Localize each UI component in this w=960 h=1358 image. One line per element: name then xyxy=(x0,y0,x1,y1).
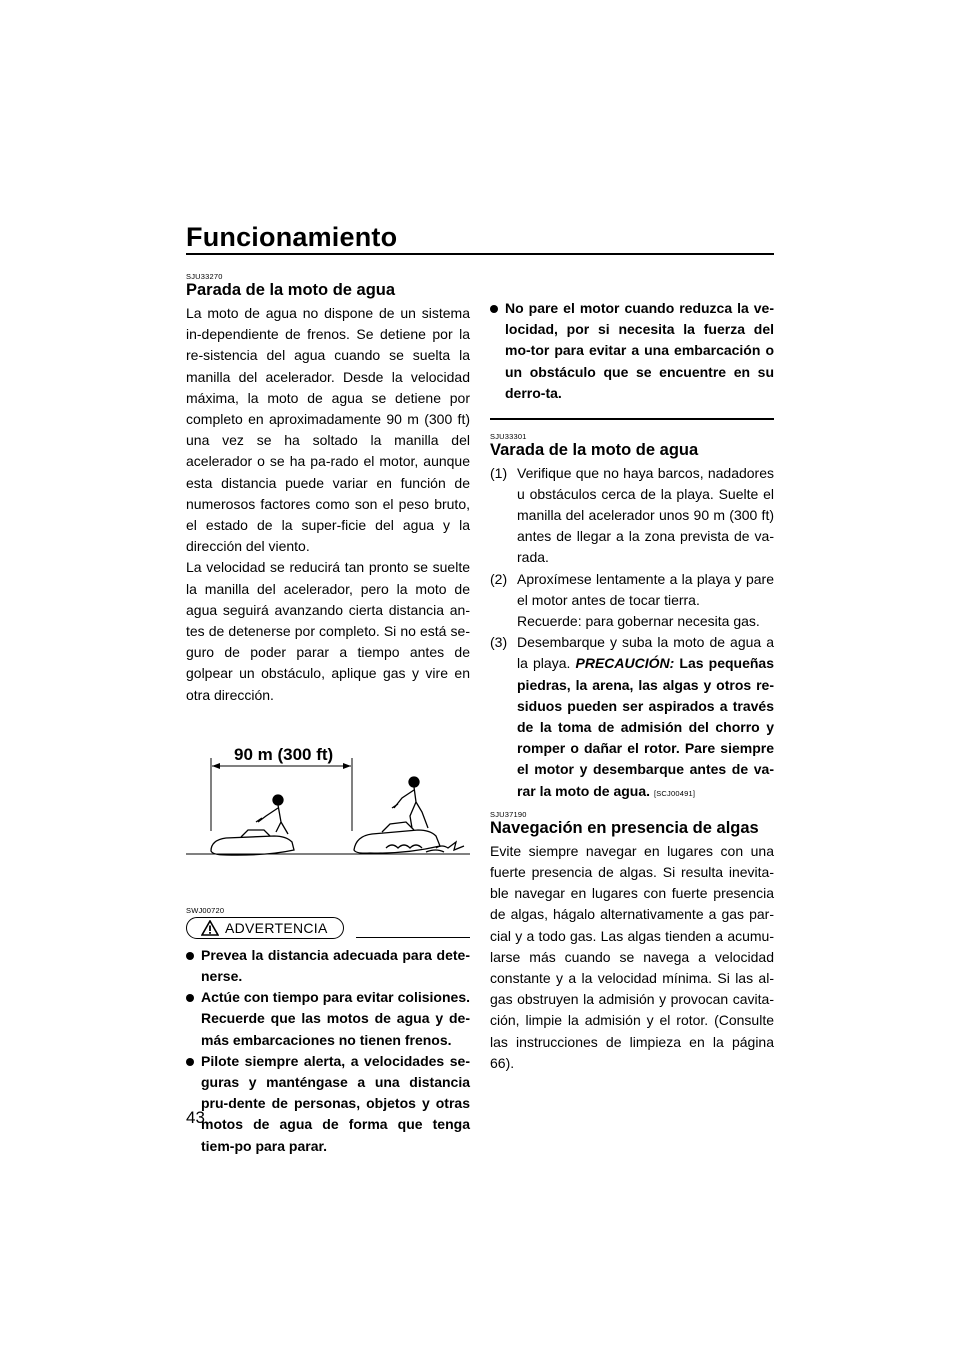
warning-bullet: Prevea la distancia adecuada para dete-nerse. xyxy=(186,945,470,987)
bullet-dot-icon xyxy=(490,305,498,313)
jet-ski-stopped-icon xyxy=(211,795,294,855)
section-code: SJU33301 xyxy=(490,431,527,441)
section-code: SJU33270 xyxy=(186,272,223,281)
warning-code: SWJ00720 xyxy=(186,905,225,915)
warning-badge-label: ADVERTENCIA xyxy=(225,919,328,936)
left-column xyxy=(186,272,470,1157)
stopping-distance-figure xyxy=(186,736,470,886)
step-1: (1) Verifique que no haya barcos, nadadores u obstáculos cerca de la playa. Suelte el manilla del acelerador unos 90 m (300 ft) antes de llegar a la zona prevista de va-rada. xyxy=(490,464,774,566)
title-rule xyxy=(186,253,774,255)
step-2: (2) Aproxímese lentamente a la playa y pare el motor antes de tocar tierra. Recuerde: para gobernar necesita gas. xyxy=(490,570,774,629)
paragraph: La moto de agua no dispone de un sistema in-dependiente de frenos. Se detiene por la re-sistencia del agua cuando se suelta la manilla del acelerador. Desde la velocidad máxima, la moto de agua se detiene por completo en aproximadamente 90 m (300 ft) una vez se ha soltado la manilla del acelerador o se ha pa-rado el motor, aunque esta distancia puede variar en función de numerosos factores como son el peso bruto, el estado de la super-ficie del agua y la dirección del viento. xyxy=(186,305,470,555)
caution-text: Las pequeñas piedras, la arena, las algas y otros re-siduos pueden ser aspirados a través de la toma de admisión del chorro y romper o dañar el rotor. Pare siempre el motor y desembarque antes de va-rar la moto de agua. xyxy=(517,655,774,799)
section-heading-varada: Varada de la moto de agua xyxy=(490,440,699,459)
caution-label: PRECAUCIÓN: xyxy=(575,655,675,672)
warning-bullet: No pare el motor cuando reduzca la ve-locidad, por si necesita la fuerza del mo-tor para evitar a una embarcación o un obstáculo que se encuentre en su derro-ta. xyxy=(490,298,774,404)
warning-rule xyxy=(356,937,470,939)
bullet-dot-icon xyxy=(186,952,194,960)
section-heading-algas: Navegación en presencia de algas xyxy=(490,818,759,837)
warning-end-rule xyxy=(490,418,774,420)
caution-code: [SCJ00491] xyxy=(653,788,696,798)
step-3: (3) Desembarque y suba la moto de agua a la playa. PRECAUCIÓN: Las pequeñas piedras, la arena, las algas y otros re-siduos pueden ser aspirados a través de la toma de admisión del chorro y romper o dañar el rotor. Pare siempre el motor y desembarque antes de va-rar la moto de agua. [SCJ00491] xyxy=(490,634,774,799)
warning-badge xyxy=(186,917,344,939)
page-title: Funcionamiento xyxy=(186,222,398,252)
warning-bullet: Pilote siempre alerta, a velocidades se-guras y manténgase a una distancia pru-dente de personas, objetos y otras motos de agua de forma que tenga tiem-po para parar. xyxy=(186,1051,470,1157)
warning-header xyxy=(186,917,470,939)
section-code: SJU37190 xyxy=(490,809,527,819)
right-column xyxy=(490,298,774,1074)
distance-label: 90 m (300 ft) xyxy=(234,744,334,764)
page-number: 43 xyxy=(186,1108,205,1127)
warning-bullet: Actúe con tiempo para evitar colisiones. Recuerde que las motos de agua y de-más embarcaciones no tienen frenos. xyxy=(186,987,470,1051)
paragraph: Evite siempre navegar en lugares con una fuerte presencia de algas. Si resulta inevita-ble navegar en lugares con fuerte presencia de algas, hágalo alternativamente a gas par-cial y a todo gas. Las algas tienden a acumu-larse más cuando se navega a velocidad constante y a la velocidad mínima. Si las al-gas obstruyen la admisión y provocan cavita-ción, limpie la admisión y el rotor. (Consulte las instrucciones de limpieza en la página 66). xyxy=(490,842,774,1071)
bullet-dot-icon xyxy=(186,1058,194,1066)
warning-bullets xyxy=(186,945,470,1157)
warning-triangle-icon xyxy=(201,920,219,936)
paragraph: La velocidad se reducirá tan pronto se suelte la manilla del acelerador, pero la moto de agua seguirá avanzando cierta distancia an-tes de detenerse por completo. Si no está se-guro de poder parar a tiempo antes de golpear un obstáculo, aplique gas y vire en otra dirección. xyxy=(186,559,470,703)
jet-ski-moving-icon xyxy=(354,777,464,853)
section-heading-parada: Parada de la moto de agua xyxy=(186,281,396,299)
bullet-dot-icon xyxy=(186,994,194,1002)
